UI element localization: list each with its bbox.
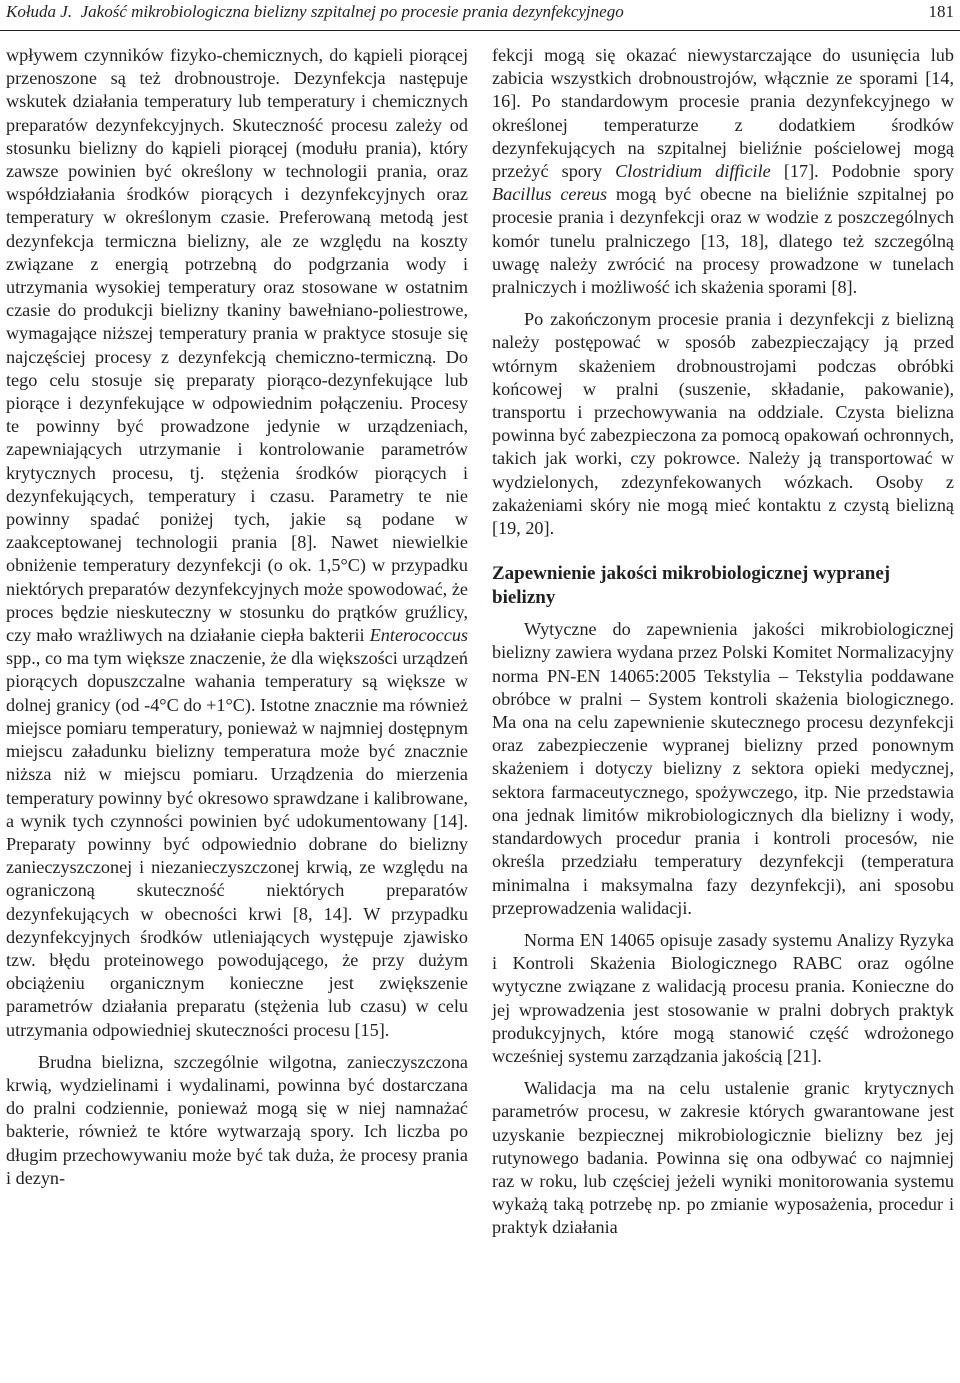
text-run: [17]. Podobnie spory [770,161,954,182]
page-number: 181 [928,2,954,21]
header-author-and-title [6,0,624,24]
text-run: spp., co ma tym większe znaczenie, że dla większości urządzeń piorących dopuszczalne wahania temperatury są większe w dolnej granicy (od -4°C do +1°C). Istotne znacznie ma również miejsce pomiaru temperatury, ponieważ w najmniej dostępnym miejscu załadunku bielizny temperatura może być znacznie niższa niż w miejscu pomiaru. Urządzenia do mierzenia temperatury powinny być okresowo sprawdzane i kalibrowane, a wynik tych czynności powinien być udokumentowany [14]. Preparaty powinny być odpowiednio dobrane do bielizny zanieczyszczonej i niezanieczyszczonej krwią, ze względu na ograniczoną skuteczność niektórych preparatów dezynfekujących w obecności krwi [8, 14]. W przypadku dezynfekcyjnych środków utleniających występuje zjawisko tzw. błędu proteinowego powodującego, że przy dużym obciążeniu organicznym konieczne jest zwiększenie parametrów działania preparatu (stężenia lub czasu) w celu utrzymania odpowiedniej skuteczności procesu [15]. [6,648,468,1040]
paragraph-clean-linen-handling: Po zakończonym procesie prania i dezynfekcji z bielizną należy postępować w sposób zabezpieczający ją przed wtórnym skażeniem drobnoustrojami podczas obróbki końcowej w pralni (suszenie, składanie, pakowanie), transportu i przechowywania na oddziale. Czysta bielizna powinna być zabezpieczona za pomocą opakowań ochronnych, takich jak worki, czy pokrowce. Należy ją transportować w wydzielonych, zdezynfekowanych wózkach. Osoby z zakażeniami skóry nie mogą mieć kontaktu z czystą bielizną [19, 20]. [492,309,954,539]
text-run: fekcji mogą się okazać niewystarczające do usunięcia lub zabicia wszystkich drobnoustrojów, włącznie ze sporami [14, 16]. Po standardowym procesie prania dezynfekcyjnego w określonej temperaturze z dodatkiem środków dezynfekujących na szpitalnej bieliźnie pościelowej mogą przeżyć spory [492,45,954,182]
paragraph-rabc-system: Norma EN 14065 opisuje zasady systemu Analizy Ryzyka i Kontroli Skażenia Biologicznego RABC oraz ogólne wytyczne związane z walidacją procesu prania. Konieczne do jej wprowadzenia jest stosowanie w pralni dobrych praktyk produkcyjnych, które mogą stanowić część wdrożonego wcześniej systemu zarządzania jakością [21]. [492,929,954,1066]
species-name: Enterococcus [369,625,468,646]
right-column [492,44,954,1240]
text-run: wpływem czynników fizyko-chemicznych, do kąpieli piorącej przenoszone są też drobnoustroje. Dezynfekcja następuje wskutek działania temperatury lub temperatury i chemicznych preparatów dezynfekcyjnych. Skuteczność procesu zależy od stosunku bielizny do kąpieli piorącej (modułu prania), który zawsze powinien być określony w technologii prania, oraz współdziałania środków piorących i dezynfekcyjnych oraz temperatury w określonym czasie. Preferowaną metodą jest dezynfekcja termiczna bielizny, ale ze względu na koszty związane z energią potrzebną do podgrzania wody i utrzymania wysokiej temperatury oraz stosowane w ostatnim czasie do produkcji bielizny tkaniny bawełniano-poliestrowe, wymagające niższej temperatury prania w praktyce stosuje się najczęściej procesy z dezynfekcją chemiczno-termiczną. Do tego celu stosuje się preparaty piorąco-dezynfekujące lub piorące i dezynfekujące w odpowiednim połączeniu. Procesy te powinny być prowadzone jedynie w urządzeniach, zapewniających utrzymanie i kontrolowanie parametrów krytycznych procesu, tj. stężenia środków piorących i dezynfekujących, temperatury i czasu. Parametry te nie powinny spadać poniżej tych, jakie są podane w zaakceptowanej technologii prania [8]. Nawet niewielkie obniżenie temperatury dezynfekcji (o ok. 1,5°C) w przypadku niektórych preparatów dezynfekcyjnych może spowodować, że proces będzie nieskuteczny w stosunku do prątków gruźlicy, czy mało wrażliwych na działanie ciepła bakterii [6,45,468,646]
left-column [6,44,468,1190]
paragraph-disinfection-process [6,44,468,1042]
header-article-title: Jakość mikrobiologiczna bielizny szpitalnej po procesie prania dezynfekcyjnego [80,2,624,21]
paragraph-validation: Walidacja ma na celu ustalenie granic krytycznych parametrów procesu, w zakresie których gwarantowane jest uzyskanie bezpiecznej mikrobiologicznie bielizny bez jej rutynowego badania. Powinna się ona odbywać co najmniej raz w roku, lub częściej jeżeli wyniki monitorowania systemu wykażą taką potrzebę np. po zmianie wyposażenia, procedur i praktyk działania [492,1078,954,1238]
text-run: mogą być obecne na bieliźnie szpitalnej po procesie prania i dezynfekcji oraz w wodzie z poszczególnych komór tunelu pralniczego [13, 18], dlatego też szczególną uwagę należy zwrócić na procesy prowadzone w tunelach pralniczych i możliwość ich skażenia sporami [8]. [492,184,954,298]
paragraph-dirty-linen: Brudna bielizna, szczególnie wilgotna, zanieczyszczona krwią, wydzielinami i wydalinami, powinna być dostarczana do pralni codziennie, ponieważ mogą się w niej namnażać bakterie, również te które wytwarzają spory. Ich liczba po długim przechowywaniu może być tak duża, że procesy prania i dezyn- [6,1051,468,1188]
header-divider [0,30,960,31]
species-name: Clostridium difficile [615,161,771,182]
section-heading: Zapewnienie jakości mikrobiologicznej wypranej bielizny [492,563,891,609]
header-author: Kołuda J. [6,2,73,21]
paragraph-spores [492,44,954,299]
paragraph-guidelines-standard: Wytyczne do zapewnienia jakości mikrobiologicznej bielizny zawiera wydana przez Polski Komitet Normalizacyjny norma PN-EN 14065:2005 Tekstylia – Tekstylia poddawane obróbce w pralni – System kontroli skażenia biologicznego. Ma ona na celu zapewnienie skutecznego procesu dezynfekcji oraz zabezpieczenie wypranej bielizny przed ponownym skażeniem i dotyczy bielizny z sektora opieki medycznej, sektora farmaceutycznego, spożywczego, itp. Nie przedstawia ona jednak limitów mikrobiologicznych dla bielizny i wody, standardowych procedur prania i kontroli procesów, nie określa przedziału temperatury dezynfekcji (temperatura minimalna i maksymalna fazy dezynfekcji), ani sposobu przeprowadzenia walidacji. [492,619,954,918]
species-name: Bacillus cereus [492,184,608,205]
running-header [0,0,960,30]
